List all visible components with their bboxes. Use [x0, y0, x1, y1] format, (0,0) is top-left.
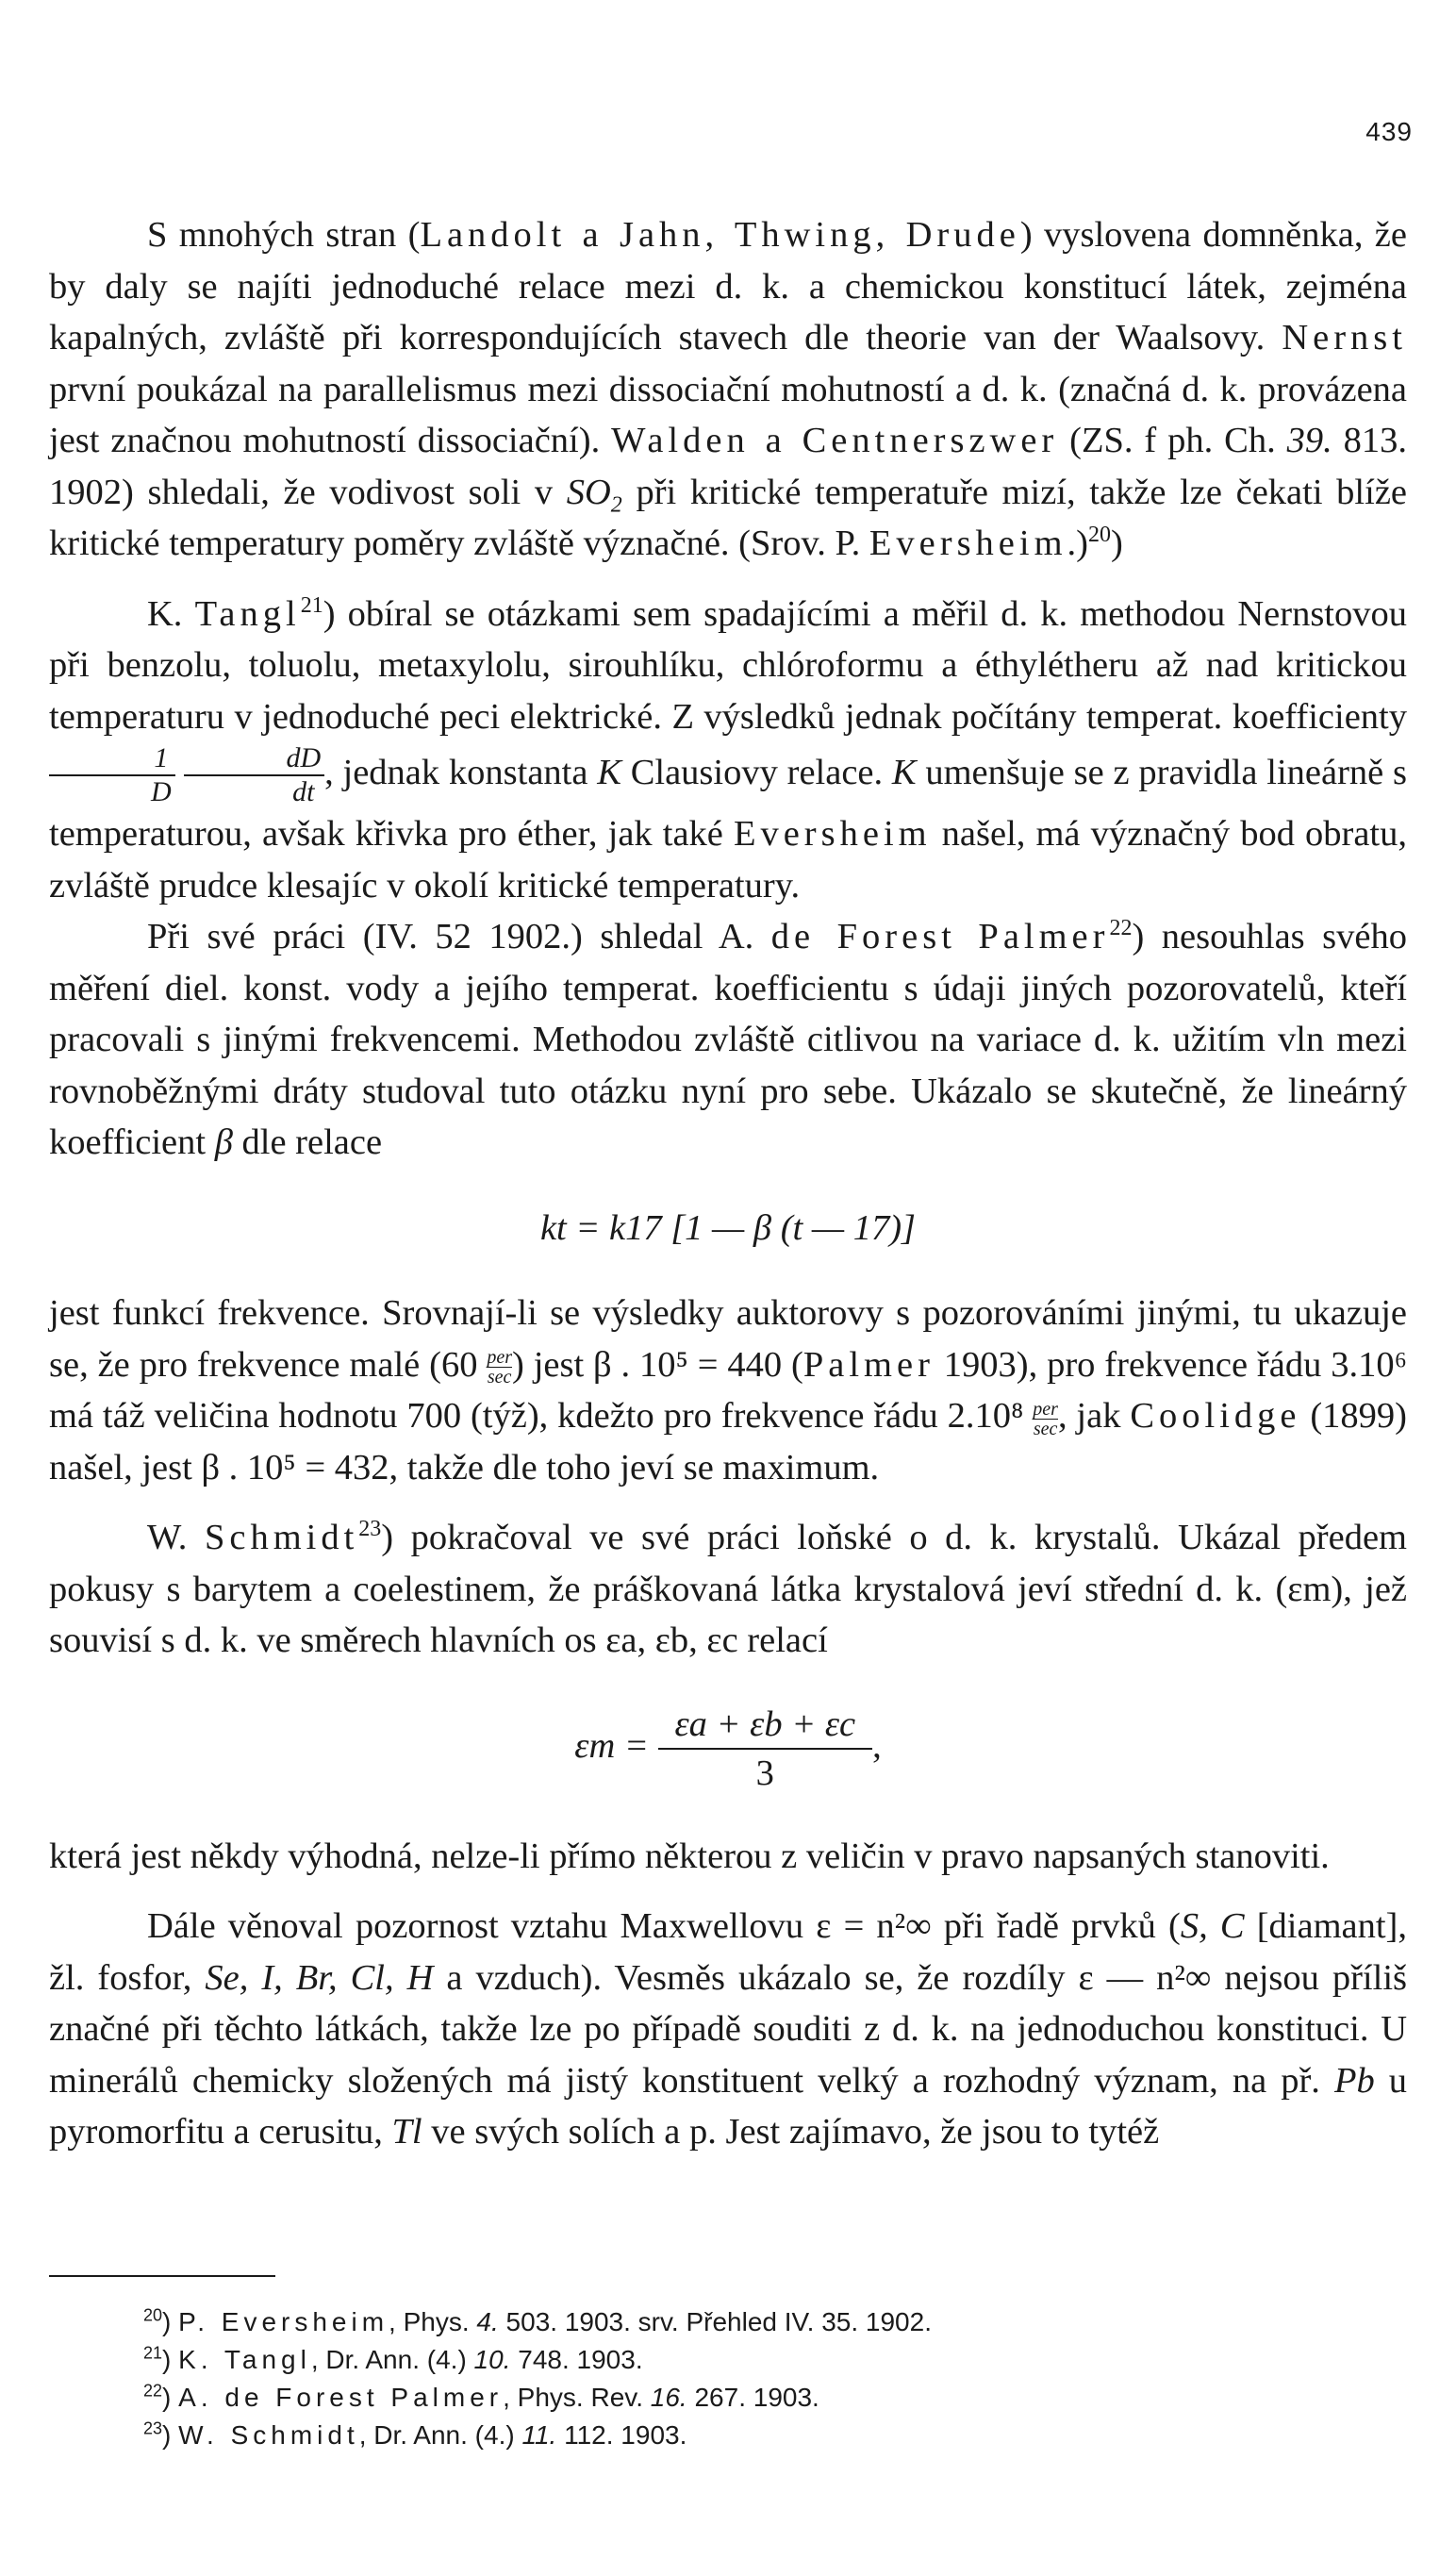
author-names: Landolt a Jahn, Thwing, Drude — [420, 215, 1020, 255]
author-name: Eversheim — [869, 524, 1067, 563]
paragraph-3: Při své práci (IV. 52 1902.) shledal A. de Forest Palmer$^{22}$) nesouhlas svého měření diel. konst. vody a jejího temperat. koefficientu s údaji jiných pozorovatelů, kteří pracovali s jinými frekvencemi. Methodou zvláště citlivou na variace d. k. užitím vln mezi rovnoběžnými dráty studoval tuto otázku nyní pro sebe. Ukázalo se skutečně, že lineárný koefficient β dle relace — [49, 916, 1407, 1162]
page-number: 439 — [1365, 117, 1413, 146]
paragraph-6: která jest někdy výhodná, nelze-li přímo některou z veličin v pravo napsaných stanoviti. — [49, 1836, 1330, 1876]
footnote-23: $^{23}$) W. Schmidt, Dr. Ann. (4.) 11. 112. 1903. — [143, 2418, 687, 2450]
footnotes — [143, 2303, 1275, 2454]
paragraph-7: Dále věnoval pozornost vztahu Maxwellovu ε = n²∞ při řadě prvků (S, C [diamant], žl. fosfor, Se, I, Br, Cl, H a vzduch). Vesměs ukázalo se, že rozdíly ε — n²∞ nejsou příliš značné při těchto látkách, takže lze po případě souditi z d. k. na jednoduchou konstituci. U minerálů chemicky složených má jistý konstituent velký a rozhodný význam, na př. Pb u pyromorfitu a cerusitu, Tl ve svých solích a p. Jest zajímavo, že jsou to tytéž — [49, 1906, 1408, 2152]
author-name: de Forest Palmer — [770, 917, 1110, 956]
author-name: Nernst — [1282, 318, 1407, 357]
author-name: Palmer — [802, 1344, 935, 1385]
paragraph-2: K. Tangl$^{21}$) obíral se otázkami sem spadajícími a měřil d. k. methodou Nernstovou při benzolu, toluolu, metaxylolu, sirouhlíku, chlóroformu a éthylétheru až nad kritickou temperaturu v jednoduché peci elektrické. Z výsledků jednak počítány temperat. koefficienty $\frac{1}{D}$ $\frac{dD}{dt}$ , jednak konstanta K Clausiovy relace. K umenšuje se z pravidla lineárně s temperaturou, avšak křivka pro éther, jak také Eversheim našel, má význačný bod obratu, zvláště prudce klesajíc v okolí kritické temperatury. — [49, 592, 1408, 906]
footnote-divider — [49, 2275, 275, 2277]
footnote-ref: 22 — [1109, 916, 1133, 941]
footnote-ref: 21 — [300, 592, 323, 618]
footnote-ref: 23 — [358, 1517, 382, 1542]
footnote-20: $^{20}$) P. Eversheim, Phys. 4. 503. 1903. srv. Přehled IV. 35. 1902. — [143, 2305, 932, 2336]
author-name: Coolidge — [1130, 1396, 1301, 1436]
fraction-sum-over-three: $\frac{\varepsilon a + \varepsilon b + \varepsilon c}{3}$ — [658, 1701, 873, 1797]
author-name: Eversheim — [733, 814, 932, 854]
author-name: Schmidt — [204, 1518, 359, 1557]
author-names: Walden a Centnerszwer — [611, 421, 1059, 460]
author-name: Tangl — [194, 593, 301, 634]
fraction-per-sec: $\frac{\text{per}}{\sec}$ — [487, 1347, 512, 1388]
paragraph-4: jest funkcí frekvence. Srovnají-li se výsledky auktorovy s pozorováními jinými, tu ukazuje se, že pro frekvence malé (60 $\frac{\text{per}}{\sec}$ ) jest β . 10⁵ = 440 (Palmer 1903), pro frekvence řádu 3.10⁶ má táž veličina hodnotu 700 (týž), kdežto pro frekvence řádu 2.10⁸ $\frac{\text{per}}{\sec}$ , jak Coolidge (1899) našel, jest β . 10⁵ = 432, takže dle toho jeví se maximum. — [49, 1293, 1407, 1487]
paragraph-5: W. Schmidt$^{23}$) pokračoval ve své práci loňské o d. k. krystalů. Ukázal předem pokusy s barytem a coelestinem, že práškovaná látka krystalová jeví střední d. k. (εm), jež souvisí s d. k. ve směrech hlavních os εa, εb, εc relací — [49, 1517, 1408, 1660]
body-text — [49, 209, 1407, 2158]
footnote-21: $^{21}$) K. Tangl, Dr. Ann. (4.) 10. 748. 1903. — [143, 2343, 643, 2374]
footnote-22: $^{22}$) A. de Forest Palmer, Phys. Rev. 16. 267. 1903. — [143, 2381, 819, 2412]
formula-linear-coefficient: kt = k17 [1 — β (t — 17)] — [539, 1207, 917, 1248]
formula-mean-dielectric: εm = $\frac{\varepsilon a + \varepsilon b + \varepsilon c}{3}$ , — [49, 1701, 1407, 1797]
fraction-per-sec: $\frac{\text{per}}{\sec}$ — [1033, 1398, 1058, 1439]
fraction-dd-dt: $\frac{dD}{dt}$ — [184, 742, 324, 808]
formula-so2: $SO_2$ — [566, 472, 622, 518]
fraction-1-over-d: $\frac{1}{D}$ — [49, 742, 175, 808]
paragraph-1: S mnohých stran (Landolt a Jahn, Thwing, Drude) vyslovena domněnka, že by daly se najíti jednoduché relace mezi d. k. a chemickou konstitucí látek, zejména kapalných, zvláště při korrespondujících stavech dle theorie van der Waalsovy. Nernst první poukázal na parallelismus mezi dissociační mohutností a d. k. (značná d. k. provázena jest značnou mohutností dissociační). Walden a Centnerszwer (ZS. f ph. Ch. 39. 813. 1902) shledali, že vodivost soli v $SO_2$ při kritické temperatuře mizí, takže lze čekati blíže kritické temperatury poměry zvláště význačné. (Srov. P. Eversheim.)$^{20}$) — [49, 215, 1408, 563]
footnote-ref: 20 — [1087, 523, 1111, 548]
